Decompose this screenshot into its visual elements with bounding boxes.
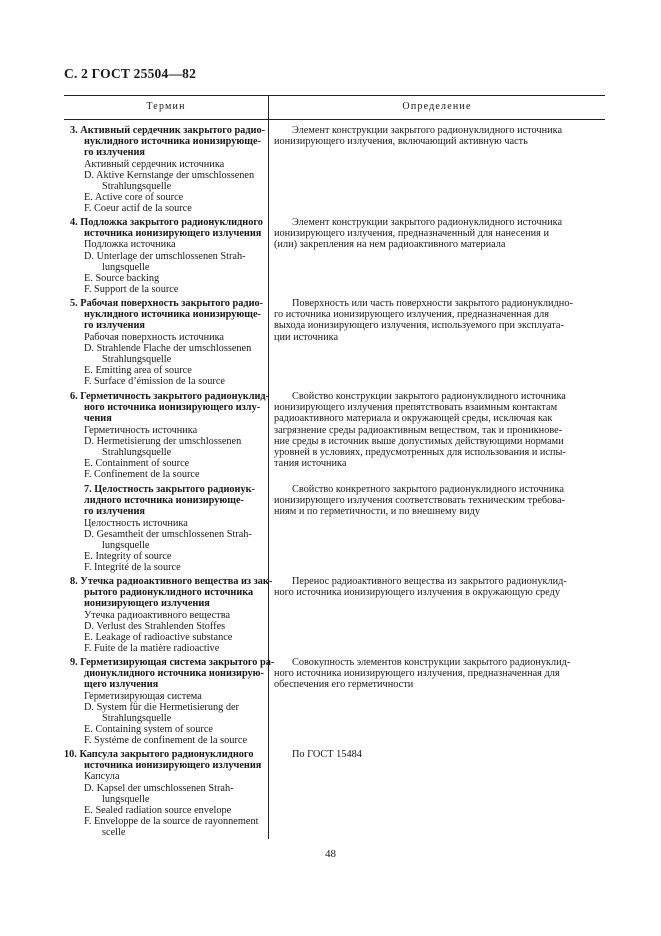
term-synonym: Рабочая поверхность источника bbox=[84, 331, 225, 343]
foreign-term: F. Enveloppe de la source de rayonnement bbox=[84, 816, 259, 828]
definition-line: Свойство конкретного закрытого радионуклидного источника bbox=[292, 484, 564, 495]
foreign-term: F. Fuite de la matière radioactive bbox=[84, 643, 220, 655]
definition-line: По ГОСТ 15484 bbox=[292, 749, 362, 760]
column-divider bbox=[268, 95, 269, 839]
term-synonym: Герметизирующая система bbox=[84, 690, 202, 702]
foreign-term: F. Integrité de la source bbox=[84, 562, 181, 574]
foreign-term: Strahlungsquelle bbox=[102, 354, 172, 366]
foreign-term: F. Confinement de la source bbox=[84, 469, 200, 481]
definition-line: Перенос радиоактивного вещества из закрытого радионуклид- bbox=[292, 576, 567, 587]
term-entry-3 bbox=[70, 125, 266, 215]
term-title-line: го излучения bbox=[84, 147, 145, 159]
definition-7 bbox=[274, 484, 600, 518]
foreign-term: Strahlungsquelle bbox=[102, 181, 172, 193]
term-entry-10 bbox=[64, 749, 266, 839]
foreign-term: D. Kapsel der umschlossenen Strah- bbox=[84, 782, 234, 794]
definition-line: Поверхность или часть поверхности закрытого радионуклидно- bbox=[292, 298, 573, 309]
term-title-line: лидного источника ионизирующе- bbox=[84, 495, 244, 507]
term-entry-8 bbox=[70, 576, 273, 655]
definition-8 bbox=[274, 576, 600, 598]
term-synonym: Активный сердечник источника bbox=[84, 158, 225, 170]
foreign-term: D. Aktive Kernstange der umschlossenen bbox=[84, 169, 255, 181]
foreign-term: lungsquelle bbox=[102, 261, 150, 273]
definition-line: загрязнение среды радиоактивным веществом, так и проникнове- bbox=[274, 424, 563, 436]
definition-6 bbox=[274, 391, 600, 469]
term-title-line: ного источника ионизирующего излу- bbox=[84, 402, 261, 414]
foreign-term: F. Surface d’émission de la source bbox=[84, 376, 226, 388]
definition-line: ного источника ионизирующего излучения в окружающую среду bbox=[274, 587, 560, 599]
term-title-line: рытого радионуклидного источника bbox=[84, 587, 254, 599]
definition-line: ионизирующего излучения соответствовать техническим требова- bbox=[274, 495, 566, 507]
term-title-line: 4. Подложка закрытого радионуклидного bbox=[70, 217, 263, 228]
term-title-line: нуклидного источника ионизирующе- bbox=[84, 309, 261, 321]
term-entry-7 bbox=[70, 484, 266, 574]
term-title-line: 6. Герметичность закрытого радионуклид- bbox=[70, 391, 270, 402]
term-title-line: ионизирующего излучения bbox=[84, 598, 210, 610]
foreign-term: D. Strahlende Flache der umschlossenen bbox=[84, 342, 252, 354]
definition-line: го источника ионизирующего излучения, предназначенная для bbox=[274, 309, 549, 321]
foreign-term: Strahlungsquelle bbox=[102, 447, 172, 459]
term-title-line: чения bbox=[84, 413, 112, 425]
term-title-line: 10. Капсула закрытого радионуклидного bbox=[64, 749, 254, 760]
foreign-term: F. Systéme de confinement de la source bbox=[84, 735, 248, 747]
term-title-line: дионуклидного источника ионизирую- bbox=[84, 668, 264, 680]
term-title-line: 8. Утечка радиоактивного вещества из зак- bbox=[70, 576, 273, 587]
foreign-term: lungsquelle bbox=[102, 540, 150, 552]
term-synonym: Целостность источника bbox=[84, 517, 188, 529]
foreign-term: F. Support de la source bbox=[84, 284, 179, 296]
foreign-term: E. Emitting area of source bbox=[84, 365, 192, 377]
definition-3 bbox=[274, 125, 600, 147]
foreign-term: E. Containment of source bbox=[84, 458, 190, 470]
column-header-definition: Определение bbox=[402, 101, 472, 112]
definition-line: Совокупность элементов конструкции закрытого радионуклид- bbox=[292, 657, 571, 668]
foreign-term: D. Hermetisierung der umschlossenen bbox=[84, 435, 242, 447]
definition-line: ионизирующего излучения препятствовать взаимным контактам bbox=[274, 402, 558, 414]
header-rule bbox=[64, 119, 605, 120]
term-synonym: Герметичность источника bbox=[84, 424, 198, 436]
term-entry-4 bbox=[70, 217, 266, 295]
term-synonym: Подложка источника bbox=[84, 239, 176, 251]
definition-line: ного источника ионизирующего излучения, предназначенная для bbox=[274, 668, 560, 680]
term-title-line: щего излучения bbox=[84, 679, 159, 691]
definition-line: ионизирующего излучения, включающий активную часть bbox=[274, 136, 528, 148]
definition-line: Элемент конструкции закрытого радионуклидного источника bbox=[292, 125, 563, 136]
foreign-term: Strahlungsquelle bbox=[102, 713, 172, 725]
term-synonym: Капсула bbox=[84, 771, 120, 783]
term-title-line: 9. Герметизирующая система закрытого ра- bbox=[70, 657, 275, 668]
definition-line: обеспечения его герметичности bbox=[274, 679, 414, 691]
foreign-term: D. System für die Hermetisierung der bbox=[84, 701, 239, 713]
definition-line: выхода ионизирующего излучения, используемого при эксплуата- bbox=[274, 320, 564, 332]
definition-line: Элемент конструкции закрытого радионуклидного источника bbox=[292, 217, 563, 228]
foreign-term: E. Leakage of radioactive substance bbox=[84, 632, 233, 644]
term-title-line: источника ионизирующего излучения bbox=[84, 228, 262, 240]
term-title-line: 5. Рабочая поверхность закрытого радио- bbox=[70, 298, 264, 309]
definition-line: ниям и по герметичности, и по внешнему виду bbox=[274, 506, 481, 518]
foreign-term: E. Integrity of source bbox=[84, 551, 172, 563]
foreign-term: scelle bbox=[102, 827, 126, 839]
definition-line: ние среды в источник выше допустимых действующими нормами bbox=[274, 435, 564, 447]
definition-line: (или) закрепления на нем радиоактивного материала bbox=[274, 239, 506, 251]
term-title-line: го излучения bbox=[84, 320, 145, 332]
term-title-line: го излучения bbox=[84, 506, 145, 518]
definition-4 bbox=[274, 217, 600, 251]
column-header-term: Термин bbox=[146, 101, 186, 112]
term-entry-6 bbox=[70, 391, 270, 481]
page-header: С. 2 ГОСТ 25504—82 bbox=[64, 66, 197, 81]
definition-line: ции источника bbox=[274, 331, 339, 343]
term-synonym: Утечка радиоактивного вещества bbox=[84, 609, 231, 621]
definition-line: уровней в условиях, предусмотренных для использования и испы- bbox=[274, 447, 566, 459]
foreign-term: D. Gesamtheit der umschlossenen Strah- bbox=[84, 528, 252, 540]
foreign-term: D. Unterlage der umschlossenen Strah- bbox=[84, 250, 246, 262]
definition-line: Свойство конструкции закрытого радионуклидного источника bbox=[292, 391, 566, 402]
foreign-term: lungsquelle bbox=[102, 793, 150, 805]
definition-9 bbox=[274, 657, 600, 691]
term-title-line: нуклидного источника ионизирующе- bbox=[84, 136, 261, 148]
table-top-rule bbox=[64, 95, 605, 96]
definition-line: радиоактивного материала и окружающей среды, исключая как bbox=[274, 413, 553, 425]
foreign-term: E. Sealed radiation source envelope bbox=[84, 805, 232, 817]
foreign-term: F. Coeur actif de la source bbox=[84, 203, 192, 215]
foreign-term: E. Active core of source bbox=[84, 192, 184, 204]
term-title-line: источника ионизирующего излучения bbox=[84, 760, 262, 772]
foreign-term: E. Containing system of source bbox=[84, 724, 213, 736]
page-number: 48 bbox=[325, 848, 336, 860]
term-title-line: 7. Целостность закрытого радионук- bbox=[84, 484, 255, 495]
foreign-term: E. Source backing bbox=[84, 273, 160, 285]
definition-line: ионизирующего излучения, предназначенный для нанесения и bbox=[274, 228, 549, 240]
definition-10 bbox=[274, 749, 600, 760]
foreign-term: D. Verlust des Strahlenden Stoffes bbox=[84, 620, 226, 632]
definition-5 bbox=[274, 298, 600, 343]
definition-line: тания источника bbox=[274, 458, 347, 470]
term-entry-9 bbox=[70, 657, 275, 747]
term-entry-5 bbox=[70, 298, 266, 388]
term-title-line: 3. Активный сердечник закрытого радио- bbox=[70, 125, 266, 136]
